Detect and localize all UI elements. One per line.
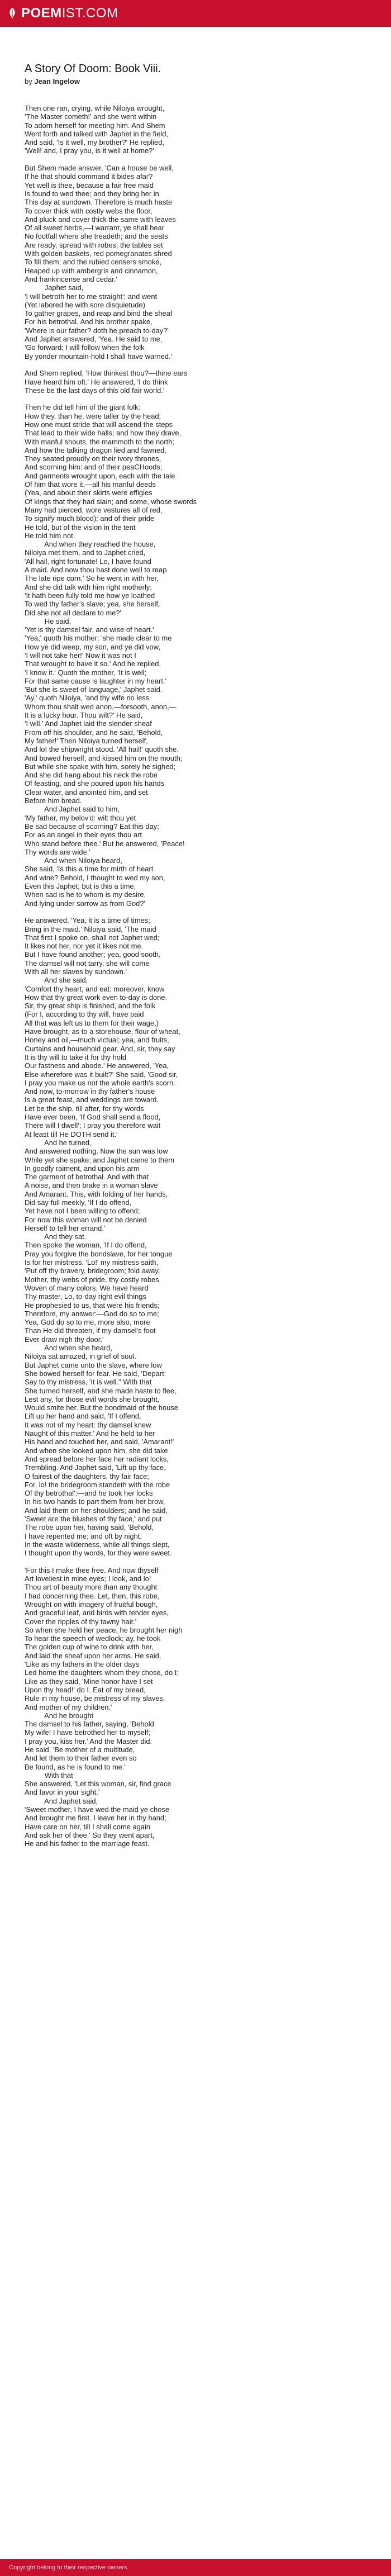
poem-line: Are ready, spread with robes; the tables set: [25, 240, 163, 249]
poem-line: But Japhet came unto the slave, where low: [25, 1360, 162, 1369]
feather-pen-icon: [8, 7, 17, 20]
poem-line: Who stand before thee.' But he answered, 'Peace!: [25, 839, 185, 848]
poem-line: Wrought on with imagery of fruitful bough,: [25, 1600, 158, 1609]
poem-line: Naught of this matter.' And he held to her: [25, 1429, 155, 1438]
site-logo[interactable]: [8, 6, 118, 21]
poem-line: With manful shouts, the mammoth to the north;: [25, 437, 174, 446]
poem-line: She turned herself, and she made haste to flee,: [25, 1386, 177, 1395]
poem-line: Is for her mistress. 'Lo!' my mistress saith,: [25, 1258, 159, 1267]
poem-line: And pluck and cover thick the same with leaves: [25, 215, 176, 224]
poem-line: He said, 'Be mother of a multitude,: [25, 1745, 135, 1754]
poem-line: Upon thy head!' do I. Eat of my bread,: [25, 1685, 146, 1694]
brand-thin: IST.COM: [61, 6, 118, 21]
poem-line: And when they reached the house,: [25, 540, 156, 549]
poem-line: Trembling. And Japhet said, 'Lift up thy face,: [25, 1463, 166, 1472]
poem-line: 'Sweet mother, I have wed the maid ye chose: [25, 1805, 169, 1814]
poem-line: The robe upon her, having said, 'Behold,: [25, 1523, 154, 1532]
poem-line: And Japhet said,: [25, 1796, 98, 1805]
poem-line: At least till He DOTH send it.': [25, 1130, 118, 1138]
poem-line: Else wherefore was it built?' She said, 'Good sir,: [25, 1070, 178, 1079]
poem-line: For that same cause is laughter in my heart.': [25, 676, 166, 685]
poem-line: 'But she is sweet of language,' Japhet said.: [25, 685, 163, 694]
poem-line: How one must stride that will ascend the steps: [25, 420, 173, 429]
poem-body: [25, 104, 366, 1848]
poem-line: To hear the speech of wedlock; ay, he took: [25, 1634, 161, 1643]
poem-line: 'Yea,' quoth his mother; 'she made clear to me: [25, 634, 172, 643]
poem-line: I pray you, kiss her.' And the Master did:: [25, 1737, 152, 1745]
poem-line: Before him bread.: [25, 796, 82, 805]
poem-line: If he that should command it bides afar?: [25, 172, 153, 181]
byline: [25, 77, 366, 86]
poem-line: (Yea, and about their skirts were effigies: [25, 488, 152, 497]
poem-line: Did she not all declare to me?': [25, 608, 121, 617]
poem-line: Have heard him oft.' He answered, 'I do think: [25, 377, 168, 386]
poem-line: 'Go forward; I will follow when the folk: [25, 343, 145, 352]
poem-line: And now, to-morrow in thy father's house: [25, 1087, 155, 1096]
poem-line: Of all sweet herbs,—I warrant, ye shall hear: [25, 224, 165, 233]
poem-line: And spread before her face her radiant locks,: [25, 1454, 169, 1463]
poem-line: And laid them on her shoulders; and he said,: [25, 1506, 168, 1515]
poem-line: Sir, thy great ship is finished, and the folk: [25, 1002, 156, 1011]
poem-line: Of him that wore it,—all his manful deeds: [25, 480, 156, 489]
poem-line: They seated proudly on their ivory thrones,: [25, 454, 161, 463]
poem-line: Pray you forgive the bondslave, for her tongue: [25, 1249, 173, 1258]
poem-line: Ever draw nigh thy door.': [25, 1335, 104, 1344]
poem-line: Herself to tell her errand.': [25, 1223, 106, 1232]
poem-line: In his two hands to part them from her brow,: [25, 1497, 165, 1506]
poem-line: And graceful leaf, and birds with tender eyes,: [25, 1609, 169, 1617]
site-header: [0, 0, 391, 27]
poem-line: But Shem made answer, 'Can a house be well,: [25, 164, 174, 173]
poem-line: To gather grapes, and reap and bind the sheaf: [25, 309, 173, 318]
poem-line: When sad is he to whom is my desire,: [25, 890, 146, 899]
poem-line: 'All hail, right fortunate! Lo, I have found: [25, 557, 151, 566]
poem-line: There will I dwell'; I pray you therefore wait: [25, 1121, 161, 1130]
poem-line: 'Yet is thy damsel fair, and wise of heart.': [25, 625, 154, 634]
poem-line: 'Put off thy bravery, bridegroom; fold away,: [25, 1266, 160, 1275]
poem-line: Have ever been, 'If God shall send a flood,: [25, 1113, 161, 1122]
poem-line: 'My father, my belov'd: wilt thou yet: [25, 813, 136, 822]
poem-line: Cover the ripples of thy tawny hair.': [25, 1617, 137, 1626]
poem-line: The damsel will not tarry, she will come: [25, 959, 150, 967]
poem-line: And Amarant. This, with folding of her hands,: [25, 1189, 168, 1198]
poem-line: And mother of my children.': [25, 1702, 112, 1711]
poem-line: Yet well is thee, because a fair free maid: [25, 181, 154, 189]
poem-line: Be found, as he is found to me.': [25, 1762, 126, 1771]
poem-line: But while she spake with him, sorely he sighed;: [25, 762, 176, 771]
poem-line: Led home the daughters whom they chose, do I;: [25, 1668, 179, 1677]
poem-line: How ye did weep, my son, and ye did vow,: [25, 642, 160, 651]
poem-line: In the waste wilderness, while all things slept,: [25, 1540, 170, 1549]
poem-line: Whom thou shalt wed anon,—forsooth, anon,—: [25, 702, 177, 711]
poem-line: For now this woman will not be denied: [25, 1215, 147, 1224]
poem-line: He prophesied to us, that were his friends;: [25, 1301, 160, 1310]
byline-prefix: by: [25, 77, 35, 86]
poem-line: That first I spoke on, shall not Japhet wed;: [25, 933, 160, 942]
poem-line: And when Niloiya heard,: [25, 856, 122, 865]
poem-line: Of kings that they had slain; and some, whose swords: [25, 497, 197, 506]
poem-line: And frankincense and cedar.': [25, 274, 117, 283]
poem-line: She bowed herself for fear. He said, 'Depart;: [25, 1369, 166, 1378]
poem-line: 'Well! and, I pray you, is it well at home?': [25, 146, 154, 155]
poem-line: Lift up her hand and said, 'If I offend,: [25, 1412, 141, 1421]
poem-line: Woven of many colors. We have heard: [25, 1283, 149, 1292]
poem-line: And she said,: [25, 976, 88, 985]
poem-line: (Yet labored he with sore disquietude): [25, 300, 145, 309]
poem-line: And Japhet answered, 'Yea. He said to me,: [25, 335, 163, 344]
poem-line: To fill them; and the rubied censers smoke,: [25, 258, 162, 267]
poem-line: Thou art of beauty more than any thought: [25, 1583, 158, 1592]
poem-line: 'The Master cometh!' and she went within: [25, 112, 157, 121]
poem-line: Would smite her. But the bondmaid of the house: [25, 1403, 178, 1412]
poem-line: That lead to their wide halls; and how they drave,: [25, 429, 182, 438]
poem-line: How they, than he, were taller by the head;: [25, 411, 161, 420]
stanza: [25, 403, 366, 908]
poem-line: Heaped up with ambergris and cinnamon,: [25, 266, 158, 275]
poem-line: And how the talking dragon lied and fawned,: [25, 445, 166, 454]
poem-line: Of feasting, and she poured upon his hands: [25, 779, 165, 788]
author-link[interactable]: Jean Ingelow: [34, 77, 80, 86]
poem-line: These be the last days of this old fair world.': [25, 386, 165, 395]
poem-line: And she did hang about his neck the robe: [25, 771, 158, 780]
poem-line: And let them to their father even so: [25, 1754, 137, 1763]
poem-line: For his betrothal. And his brother spake,: [25, 317, 152, 326]
poem-line: She said, 'Is this a time for mirth of heart: [25, 865, 154, 874]
poem-line: Be sad because of scorning? Eat this day;: [25, 822, 159, 831]
poem-line: And Japhet said to him,: [25, 805, 120, 814]
poem-line: That wrought to have it so.' And he replied,: [25, 660, 161, 668]
poem-line: And favor in your sight.': [25, 1788, 100, 1797]
poem-line: Yet have not I been willing to offend;: [25, 1207, 140, 1216]
poem-line: My wife! I have betrothed her to myself;: [25, 1728, 150, 1737]
poem-line: A maid. And now thou hast done well to reap: [25, 566, 167, 575]
poem-line: And Shem replied, 'How thinkest thou?—thine ears: [25, 369, 188, 378]
poem-line: Japhet said,: [25, 283, 84, 292]
poem-line: Then one ran, crying, while Niloiya wrought,: [25, 104, 165, 112]
poem-line: And she did talk with him right motherly:: [25, 582, 152, 591]
poem-line: Than He did threaten, if my damsel's foot: [25, 1326, 156, 1335]
poem-line: He answered, 'Yea, it is a time of times;: [25, 916, 150, 925]
poem-line: He and his father to the marriage feast.: [25, 1839, 150, 1848]
poem-line: 'For this I make thee free. And now thyself: [25, 1565, 159, 1574]
poem-line: Yea, God do so to me, more also, more: [25, 1318, 150, 1327]
stanza: [25, 916, 366, 1557]
poem-line: Say to thy mistress, 'It is well.'' With that: [25, 1378, 152, 1387]
poem-line: The garment of betrothal. And with that: [25, 1173, 149, 1182]
poem-line: The damsel to his father, saying, 'Behold: [25, 1720, 154, 1729]
poem-line: I had concerning thee. Let, then, this robe,: [25, 1591, 160, 1600]
poem-line: 'Ay,' quoth Niloiya, 'and thy wife no less: [25, 694, 150, 703]
poem-line: And said, 'Is it well, my brother?' He replied,: [25, 138, 164, 147]
poem-line: Mother, thy webs of pride, thy costly robes: [25, 1275, 159, 1284]
poem-line: 'I know it.' Quoth the mother, 'It is well;: [25, 668, 147, 677]
poem-line: It is a lucky hour. Thou wilt?' He said,: [25, 711, 143, 720]
poem-line: 'I will not take her!' Now it was not I: [25, 651, 136, 660]
poem-line: With golden baskets, red pomegranates shred: [25, 249, 172, 258]
poem-line: She answered, 'Let this woman, sir, find grace: [25, 1780, 171, 1789]
poem-line: And scorning him: and of their peaCHoods;: [25, 463, 163, 472]
poem-line: From off his shoulder, and he said, 'Behold,: [25, 728, 163, 737]
poem-line: (For I, according to thy will, have paid: [25, 1010, 144, 1019]
poem-line: No footfall where she treadeth; and the seats: [25, 232, 168, 241]
poem-line: Art loveliest in mine eyes; I look, and lo!: [25, 1574, 151, 1583]
poem-line: Thy words are wide.': [25, 847, 90, 856]
poem-line: It was not of my heart: thy damsel knew: [25, 1420, 151, 1429]
poem-line: A noise, and then brake in a woman slave: [25, 1181, 158, 1190]
poem-line: All that was left us to them for their wage,): [25, 1018, 159, 1027]
poem-line: Our fastness and abode.' He answered, 'Yea,: [25, 1061, 169, 1070]
poem-line: And bowed herself, and kissed him on the mouth;: [25, 753, 183, 762]
poem-line: 'I will.' And Japhet laid the slender sheaf: [25, 719, 152, 728]
poem-line: Did say full meekly, 'If I do offend,: [25, 1198, 132, 1207]
poem-line: I have repented me; and oft by night,: [25, 1531, 142, 1540]
poem-line: And he brought: [25, 1711, 94, 1720]
site-footer: [0, 2559, 391, 2576]
poem-line: Then spoke the woman, 'If I do offend,: [25, 1241, 147, 1250]
poem-line: By yonder mountain-hold I shall have warned.': [25, 352, 173, 360]
poem-line: Let be the ship, till after, for thy words: [25, 1104, 144, 1113]
poem-line: With all her slaves by sundown.': [25, 967, 127, 976]
poem-title: A Story Of Doom: Book Viii.: [25, 63, 161, 75]
poem-line: Is found to wed thee; and they bring her in: [25, 189, 159, 198]
stanza: [25, 104, 366, 155]
poem-line: And they sat.: [25, 1232, 87, 1241]
poem-line: But I have found another; yea, good sooth,: [25, 950, 161, 959]
poem-line: In goodly raiment, and upon his arm: [25, 1164, 140, 1173]
poem-line: To signify much blood): and of their pride: [25, 514, 155, 523]
poem-line: And answered nothing. Now the sun was low: [25, 1147, 168, 1156]
stanza: [25, 164, 366, 360]
poem-line: The golden cup of wine to drink with her,: [25, 1643, 154, 1652]
poem-line: And wine? Behold, I thought to wed my son,: [25, 873, 165, 882]
poem-line: 'Like as my fathers in the older days: [25, 1660, 140, 1669]
poem-line: Went forth and talked with Japhet in the field,: [25, 129, 169, 138]
poem-line: Even this Japhet; but is this a time,: [25, 882, 136, 891]
poem-line: Of thy betrothal':—and he took her locks: [25, 1489, 153, 1498]
poem-line: I pray you make us not the whole earth's scorn.: [25, 1078, 175, 1087]
poem-line: Many had pierced, wore vestures all of red,: [25, 505, 163, 514]
footer-copyright: Copyright belong to their respective owners.: [9, 2564, 129, 2571]
poem-line: Niloiya met them, and to Japhet cried,: [25, 548, 146, 557]
poem-line: Lest any, for those evil words she brought,: [25, 1394, 160, 1403]
poem-line: For, lo! the bridegroom standeth with the robe: [25, 1480, 170, 1489]
poem-line: Like as they said, 'Mine honor have I set: [25, 1677, 153, 1686]
poem-line: Honey and oil,—much victual; yea, and fruits,: [25, 1036, 169, 1045]
poem-line: His hand and touched her, and said, 'Amarant!': [25, 1438, 174, 1446]
stanza: [25, 1566, 366, 1848]
poem-line: Clear water, and anointed him, and set: [25, 787, 148, 796]
poem-line: So when she held her peace, he brought her nigh: [25, 1625, 183, 1634]
poem-line: To adorn herself for meeting him. And Shem: [25, 121, 165, 130]
poem-line: And lying under sorrow as from God?': [25, 899, 145, 908]
poem-line: I thought upon thy words, for they were sweet.: [25, 1549, 172, 1558]
poem-content: [0, 27, 391, 1848]
poem-line: Is a great feast, and weddings are toward.: [25, 1095, 159, 1104]
poem-line: He said,: [25, 616, 71, 625]
poem-line: For as an angel in their eyes thou art: [25, 831, 142, 839]
poem-line: 'Comfort thy heart, and eat: moreover, know: [25, 984, 165, 993]
poem-line: O fairest of the daughters, thy fair face;: [25, 1472, 149, 1481]
poem-line: And brought me first. I leave her in thy hand;: [25, 1814, 166, 1823]
poem-line: Then he did tell him of the giant folk:: [25, 403, 141, 412]
poem-line: And he turned,: [25, 1138, 92, 1147]
poem-line: The late ripe corn.' So he went in with her,: [25, 574, 159, 583]
poem-line: And garments wrought upon, each with the tale: [25, 471, 175, 480]
poem-line: How that thy great work even to-day is done.: [25, 993, 168, 1002]
brand-bold: POEM: [21, 6, 62, 21]
poem-line: 'It hath been fully told me how ye loathed: [25, 591, 155, 600]
poem-line: My father!' Then Niloiya turned herself,: [25, 736, 148, 745]
poem-line: With that: [25, 1771, 73, 1780]
poem-line: 'Where is our father? doth he preach to-day?': [25, 326, 169, 335]
poem-line: It likes not her, nor yet it likes not me.: [25, 942, 144, 951]
poem-line: Therefore, my answer:—God do so to me;: [25, 1309, 159, 1318]
poem-line: And when she looked upon him, she did take: [25, 1446, 168, 1455]
poem-line: 'I will betroth her to me straight'; and went: [25, 292, 158, 301]
poem-line: Have care on her, till I shall come again: [25, 1822, 150, 1831]
poem-line: It is thy will to take it for thy hold: [25, 1052, 126, 1061]
poem-line: This day at sundown. Therefore is much haste: [25, 198, 173, 207]
poem-line: Curtains and household gear. And, sir, they say: [25, 1044, 175, 1053]
poem-line: He told, but of the vision in the tent: [25, 523, 136, 532]
poem-line: And ask her of thee.' So they went apart,: [25, 1830, 155, 1839]
poem-line: Thy master, Lo, to-day right evil things: [25, 1292, 146, 1301]
poem-line: While yet she spake; and Japhet came to them: [25, 1155, 174, 1164]
poem-line: And lo! the shipwright stood. 'All hail!' quoth she.: [25, 745, 179, 754]
poem-line: And when she heard,: [25, 1344, 112, 1353]
poem-line: Have brought, as to a storehouse, flour of wheat,: [25, 1027, 180, 1036]
poem-line: Bring in the maid.' Niloiya said, 'The maid: [25, 924, 156, 933]
poem-line: To cover thick with costly webs the floor,: [25, 206, 152, 215]
poem-line: To wed thy father's slave; yea, she herself,: [25, 600, 160, 609]
stanza: [25, 369, 366, 395]
poem-line: Rule in my house, be mistress of my slaves,: [25, 1694, 165, 1703]
poem-line: He told him not.: [25, 531, 75, 540]
poem-line: And laid the sheaf upon her arms. He said,: [25, 1651, 161, 1660]
poem-line: Niloiya sat amazed, in grief of soul.: [25, 1352, 136, 1361]
poem-line: 'Sweet are the blushes of thy face,' and put: [25, 1514, 162, 1523]
